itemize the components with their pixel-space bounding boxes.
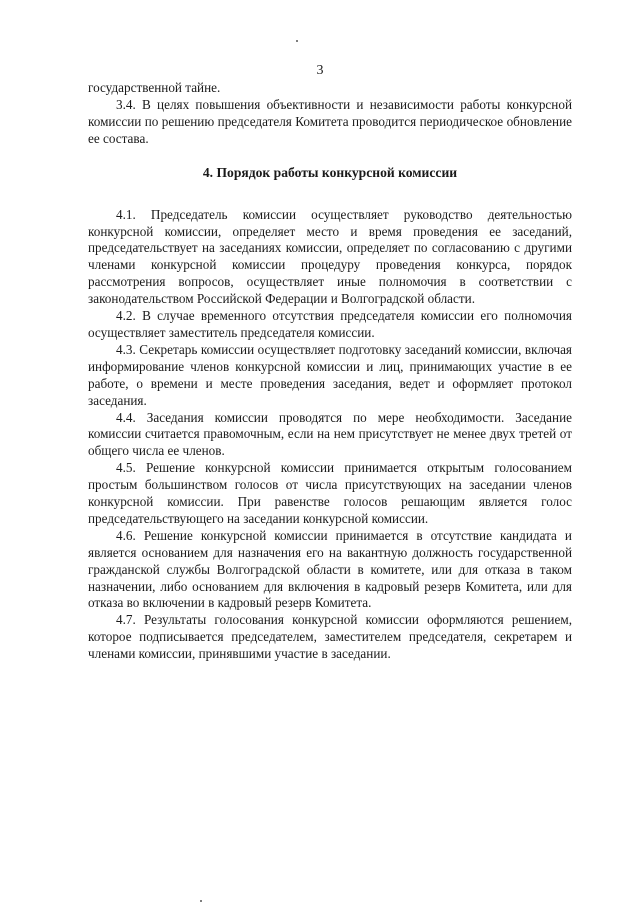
paragraph-continuation: государственной тайне. — [88, 80, 221, 95]
paragraph-4-6: 4.6. Решение конкурсной комиссии принимается в отсутствие кандидата и является основанием для назначения его на вакантную должность государственной гражданской службы Волгоградской области в комитете, или для отказа в таком назначении, либо основанием для включения в кадровый резерв Комитета, или для отказа во включении в кадровый резерв Комитета. — [88, 527, 572, 611]
paragraph-4-2: 4.2. В случае временного отсутствия председателя комиссии его полномочия осуществляет заместитель председателя комиссии. — [88, 308, 572, 340]
section-heading: 4. Порядок работы конкурсной комиссии — [202, 164, 458, 180]
scan-speck — [200, 900, 202, 902]
page-number: 3 — [316, 63, 324, 78]
paragraph-4-5: 4.5. Решение конкурсной комиссии принимается открытым голосованием простым большинством голосов от числа присутствующих на заседании членов конкурсной комиссии. При равенстве голосов решающим является голос председательствующего на заседании конкурсной комиссии. — [88, 460, 572, 526]
document-body — [88, 80, 572, 663]
paragraph-4-3: 4.3. Секретарь комиссии осуществляет подготовку заседаний комиссии, включая информирование членов конкурсной комиссии и лиц, принимающих участие в ее работе, о времени и месте проведения заседания, ведет и оформляет протокол заседания. — [88, 341, 572, 408]
paragraph-4-7: 4.7. Результаты голосования конкурсной комиссии оформляются решением, которое подписывается председателем, заместителем председателя, секретарем и членами комиссии, принявшими участие в заседании. — [88, 612, 572, 662]
scan-speck — [296, 40, 298, 42]
paragraph-3-4: 3.4. В целях повышения объективности и независимости работы конкурсной комиссии по решению председателя Комитета проводится периодическое обновление ее состава. — [88, 96, 572, 146]
paragraph-4-4: 4.4. Заседания комиссии проводятся по мере необходимости. Заседание комиссии считается правомочным, если на нем присутствует не менее двух третей от общего числа ее членов. — [88, 409, 572, 459]
paragraph-4-1: 4.1. Председатель комиссии осуществляет руководство деятельностью конкурсной комиссии, определяет место и время проведения ее заседаний, председательствует на заседаниях комиссии, определяет по согласованию с другими членами конкурсной комиссии процедуру проведения конкурса, порядок рассмотрения вопросов, осуществляет иные полномочия в соответствии с законодательством Российской Федерации и Волгоградской области. — [88, 206, 572, 307]
